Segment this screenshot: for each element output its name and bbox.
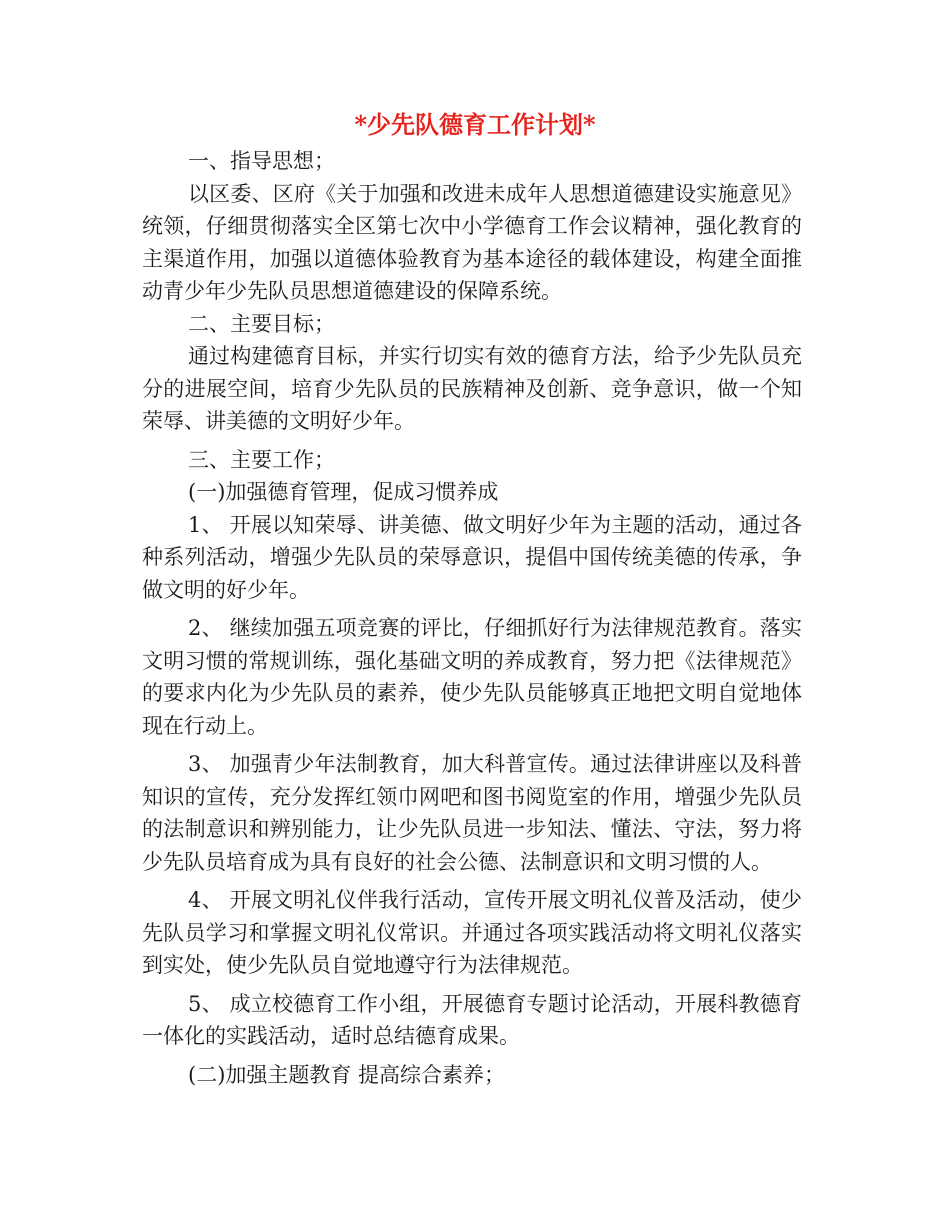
list-item-4: 4、 开展文明礼仪伴我行活动，宣传开展文明礼仪普及活动，使少先队员学习和掌握文明礼仪常识。并通过各项实践活动将文明礼仪落实到实处，使少先队员自觉地遵守行为法律规范。 <box>142 888 802 977</box>
subsection-heading-2: (二)加强主题教育 提高综合素养； <box>188 1062 506 1087</box>
list-item-5: 5、 成立校德育工作小组，开展德育专题讨论活动，开展科教德育一体化的实践活动，适时总结德育成果。 <box>142 991 802 1048</box>
section-heading-guiding-ideology: 一、指导思想； <box>188 149 335 173</box>
list-item-2: 2、 继续加强五项竞赛的评比，仔细抓好行为法律规范教育。落实文明习惯的常规训练，强化基础文明的养成教育，努力把《法律规范》的要求内化为少先队员的素养，使少先队员能够真正地把文明自觉地体现在行动上。 <box>142 616 802 738</box>
paragraph-main-goals: 通过构建德育目标，并实行切实有效的德育方法，给予少先队员充分的进展空间，培育少先队员的民族精神及创新、竞争意识，做一个知荣辱、讲美德的文明好少年。 <box>142 344 802 433</box>
document-body <box>142 145 802 1091</box>
document-title: *少先队德育工作计划* <box>354 110 596 139</box>
subsection-heading-1: (一)加强德育管理，促成习惯养成 <box>188 480 499 504</box>
list-item-3: 3、 加强青少年法制教育，加大科普宣传。通过法律讲座以及科普知识的宣传，充分发挥红领巾网吧和图书阅览室的作用，增强少先队员的法制意识和辨别能力，让少先队员进一步知法、懂法、守法，努力将少先队员培育成为具有良好的社会公德、法制意识和文明习惯的人。 <box>142 752 802 874</box>
section-heading-main-work: 三、主要工作； <box>188 447 335 472</box>
paragraph-guiding-ideology: 以区委、区府《关于加强和改进未成年人思想道德建设实施意见》统领，仔细贯彻落实全区第七次中小学德育工作会议精神，强化教育的主渠道作用，加强以道德体验教育为基本途径的载体建设，构建全面推动青少年少先队员思想道德建设的保障系统。 <box>142 181 802 303</box>
section-heading-main-goals: 二、主要目标； <box>188 311 335 336</box>
list-item-1: 1、 开展以知荣辱、讲美德、做文明好少年为主题的活动，通过各种系列活动，增强少先队员的荣辱意识，提倡中国传统美德的传承，争做文明的好少年。 <box>142 512 802 602</box>
